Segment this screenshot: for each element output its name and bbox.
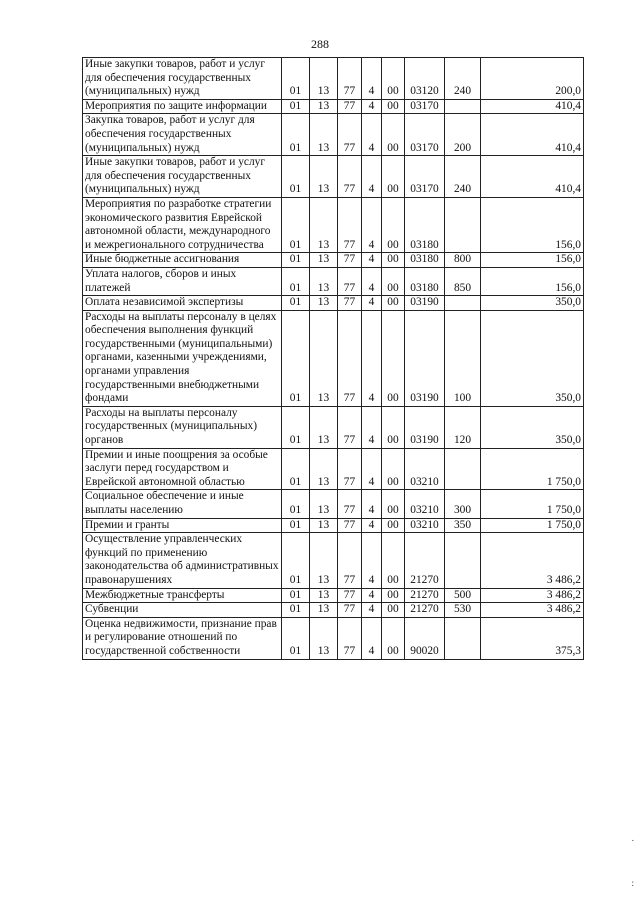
subsection-code: 13 <box>310 603 338 618</box>
target-code-program: 77 <box>338 114 362 156</box>
table-row <box>83 588 584 603</box>
target-code-program: 77 <box>338 58 362 100</box>
table-row <box>83 490 584 518</box>
expense-type-code <box>445 533 481 588</box>
target-code-group: 00 <box>382 518 405 533</box>
subsection-code: 13 <box>310 617 338 659</box>
subsection-code: 13 <box>310 114 338 156</box>
expense-type-code <box>445 99 481 114</box>
subsection-code: 13 <box>310 99 338 114</box>
table-row <box>83 58 584 100</box>
target-code-program: 77 <box>338 518 362 533</box>
subsection-code: 13 <box>310 518 338 533</box>
expense-type-code: 850 <box>445 267 481 295</box>
target-code-group: 00 <box>382 603 405 618</box>
amount: 410,4 <box>481 99 584 114</box>
target-code-direction: 03120 <box>405 58 445 100</box>
scan-mark: . <box>631 833 634 843</box>
subsection-code: 13 <box>310 296 338 311</box>
target-code-direction: 03190 <box>405 310 445 406</box>
section-code: 01 <box>282 617 310 659</box>
target-code-direction: 03190 <box>405 406 445 448</box>
section-code: 01 <box>282 448 310 490</box>
subsection-code: 13 <box>310 490 338 518</box>
target-code-group: 00 <box>382 296 405 311</box>
expense-type-code: 500 <box>445 588 481 603</box>
table-row <box>83 156 584 198</box>
expense-type-code <box>445 197 481 252</box>
section-code: 01 <box>282 603 310 618</box>
expense-type-code <box>445 296 481 311</box>
table-row <box>83 603 584 618</box>
scan-mark: : <box>631 878 634 888</box>
section-code: 01 <box>282 588 310 603</box>
target-code-program: 77 <box>338 267 362 295</box>
target-code-group: 00 <box>382 588 405 603</box>
target-code-program: 77 <box>338 197 362 252</box>
target-code-subprogram: 4 <box>362 58 382 100</box>
target-code-group: 00 <box>382 617 405 659</box>
subsection-code: 13 <box>310 588 338 603</box>
target-code-subprogram: 4 <box>362 156 382 198</box>
target-code-direction: 90020 <box>405 617 445 659</box>
target-code-direction: 03170 <box>405 114 445 156</box>
target-code-subprogram: 4 <box>362 114 382 156</box>
amount: 350,0 <box>481 406 584 448</box>
expense-type-code: 300 <box>445 490 481 518</box>
section-code: 01 <box>282 296 310 311</box>
target-code-group: 00 <box>382 197 405 252</box>
table-row <box>83 197 584 252</box>
section-code: 01 <box>282 114 310 156</box>
row-name: Осуществление управленческих функций по применению законодательства об административных правонарушениях <box>83 533 282 588</box>
target-code-program: 77 <box>338 156 362 198</box>
target-code-direction: 03190 <box>405 296 445 311</box>
target-code-direction: 03170 <box>405 99 445 114</box>
target-code-group: 00 <box>382 99 405 114</box>
target-code-subprogram: 4 <box>362 603 382 618</box>
subsection-code: 13 <box>310 58 338 100</box>
table-row <box>83 99 584 114</box>
amount: 3 486,2 <box>481 533 584 588</box>
target-code-group: 00 <box>382 533 405 588</box>
amount: 410,4 <box>481 114 584 156</box>
target-code-group: 00 <box>382 310 405 406</box>
row-name: Расходы на выплаты персоналу государственных (муниципальных) органов <box>83 406 282 448</box>
target-code-direction: 03180 <box>405 197 445 252</box>
target-code-program: 77 <box>338 533 362 588</box>
target-code-subprogram: 4 <box>362 617 382 659</box>
amount: 156,0 <box>481 197 584 252</box>
subsection-code: 13 <box>310 267 338 295</box>
subsection-code: 13 <box>310 310 338 406</box>
table-row <box>83 406 584 448</box>
target-code-program: 77 <box>338 253 362 268</box>
amount: 410,4 <box>481 156 584 198</box>
target-code-group: 00 <box>382 267 405 295</box>
table-body <box>83 58 584 660</box>
target-code-subprogram: 4 <box>362 296 382 311</box>
expense-type-code: 240 <box>445 156 481 198</box>
target-code-subprogram: 4 <box>362 490 382 518</box>
target-code-program: 77 <box>338 588 362 603</box>
expense-type-code: 120 <box>445 406 481 448</box>
target-code-subprogram: 4 <box>362 533 382 588</box>
target-code-program: 77 <box>338 603 362 618</box>
section-code: 01 <box>282 267 310 295</box>
section-code: 01 <box>282 99 310 114</box>
row-name: Расходы на выплаты персоналу в целях обеспечения выполнения функций государственными (муниципальными) органами, казенными учреждениями, органами управления государственными внебюджетными фондами <box>83 310 282 406</box>
target-code-subprogram: 4 <box>362 253 382 268</box>
target-code-direction: 03180 <box>405 253 445 268</box>
target-code-subprogram: 4 <box>362 406 382 448</box>
budget-table <box>82 57 584 660</box>
target-code-group: 00 <box>382 253 405 268</box>
table-row <box>83 267 584 295</box>
row-name: Иные закупки товаров, работ и услуг для обеспечения государственных (муниципальных) нужд <box>83 58 282 100</box>
subsection-code: 13 <box>310 406 338 448</box>
expense-type-code: 100 <box>445 310 481 406</box>
target-code-group: 00 <box>382 448 405 490</box>
target-code-group: 00 <box>382 58 405 100</box>
row-name: Закупка товаров, работ и услуг для обеспечения государственных (муниципальных) нужд <box>83 114 282 156</box>
target-code-program: 77 <box>338 310 362 406</box>
target-code-subprogram: 4 <box>362 99 382 114</box>
target-code-subprogram: 4 <box>362 518 382 533</box>
section-code: 01 <box>282 156 310 198</box>
amount: 156,0 <box>481 267 584 295</box>
amount: 156,0 <box>481 253 584 268</box>
table-row <box>83 617 584 659</box>
row-name: Премии и гранты <box>83 518 282 533</box>
row-name: Социальное обеспечение и иные выплаты населению <box>83 490 282 518</box>
amount: 350,0 <box>481 310 584 406</box>
expense-type-code: 200 <box>445 114 481 156</box>
subsection-code: 13 <box>310 156 338 198</box>
target-code-program: 77 <box>338 490 362 518</box>
target-code-direction: 03180 <box>405 267 445 295</box>
row-name: Оценка недвижимости, признание прав и регулирование отношений по государственной собственности <box>83 617 282 659</box>
target-code-subprogram: 4 <box>362 310 382 406</box>
page-number: 288 <box>311 37 329 51</box>
table-row <box>83 518 584 533</box>
target-code-group: 00 <box>382 114 405 156</box>
expense-type-code: 530 <box>445 603 481 618</box>
section-code: 01 <box>282 518 310 533</box>
amount: 200,0 <box>481 58 584 100</box>
amount: 1 750,0 <box>481 448 584 490</box>
target-code-subprogram: 4 <box>362 267 382 295</box>
section-code: 01 <box>282 533 310 588</box>
target-code-direction: 21270 <box>405 533 445 588</box>
target-code-subprogram: 4 <box>362 448 382 490</box>
table-row <box>83 448 584 490</box>
expense-type-code: 350 <box>445 518 481 533</box>
target-code-direction: 21270 <box>405 588 445 603</box>
row-name: Уплата налогов, сборов и иных платежей <box>83 267 282 295</box>
expense-type-code <box>445 617 481 659</box>
target-code-subprogram: 4 <box>362 588 382 603</box>
row-name: Иные бюджетные ассигнования <box>83 253 282 268</box>
subsection-code: 13 <box>310 533 338 588</box>
subsection-code: 13 <box>310 448 338 490</box>
section-code: 01 <box>282 490 310 518</box>
row-name: Субвенции <box>83 603 282 618</box>
target-code-group: 00 <box>382 406 405 448</box>
section-code: 01 <box>282 253 310 268</box>
row-name: Иные закупки товаров, работ и услуг для обеспечения государственных (муниципальных) нужд <box>83 156 282 198</box>
expense-type-code: 240 <box>445 58 481 100</box>
row-name: Оплата независимой экспертизы <box>83 296 282 311</box>
expense-type-code: 800 <box>445 253 481 268</box>
target-code-direction: 03210 <box>405 518 445 533</box>
target-code-program: 77 <box>338 448 362 490</box>
amount: 1 750,0 <box>481 518 584 533</box>
target-code-direction: 03210 <box>405 490 445 518</box>
section-code: 01 <box>282 310 310 406</box>
target-code-group: 00 <box>382 156 405 198</box>
target-code-program: 77 <box>338 99 362 114</box>
table-row <box>83 310 584 406</box>
table-row <box>83 296 584 311</box>
row-name: Мероприятия по разработке стратегии экономического развития Еврейской автономной области, международного и межрегионального сотрудничества <box>83 197 282 252</box>
subsection-code: 13 <box>310 197 338 252</box>
section-code: 01 <box>282 197 310 252</box>
row-name: Межбюджетные трансферты <box>83 588 282 603</box>
target-code-direction: 03170 <box>405 156 445 198</box>
target-code-group: 00 <box>382 490 405 518</box>
expense-type-code <box>445 448 481 490</box>
table-row <box>83 253 584 268</box>
table-row <box>83 114 584 156</box>
amount: 3 486,2 <box>481 603 584 618</box>
target-code-direction: 21270 <box>405 603 445 618</box>
row-name: Премии и иные поощрения за особые заслуги перед государством и Еврейской автономной областью <box>83 448 282 490</box>
amount: 3 486,2 <box>481 588 584 603</box>
target-code-program: 77 <box>338 296 362 311</box>
target-code-program: 77 <box>338 617 362 659</box>
table-row <box>83 533 584 588</box>
section-code: 01 <box>282 58 310 100</box>
subsection-code: 13 <box>310 253 338 268</box>
amount: 1 750,0 <box>481 490 584 518</box>
target-code-subprogram: 4 <box>362 197 382 252</box>
section-code: 01 <box>282 406 310 448</box>
amount: 375,3 <box>481 617 584 659</box>
amount: 350,0 <box>481 296 584 311</box>
row-name: Мероприятия по защите информации <box>83 99 282 114</box>
target-code-program: 77 <box>338 406 362 448</box>
target-code-direction: 03210 <box>405 448 445 490</box>
